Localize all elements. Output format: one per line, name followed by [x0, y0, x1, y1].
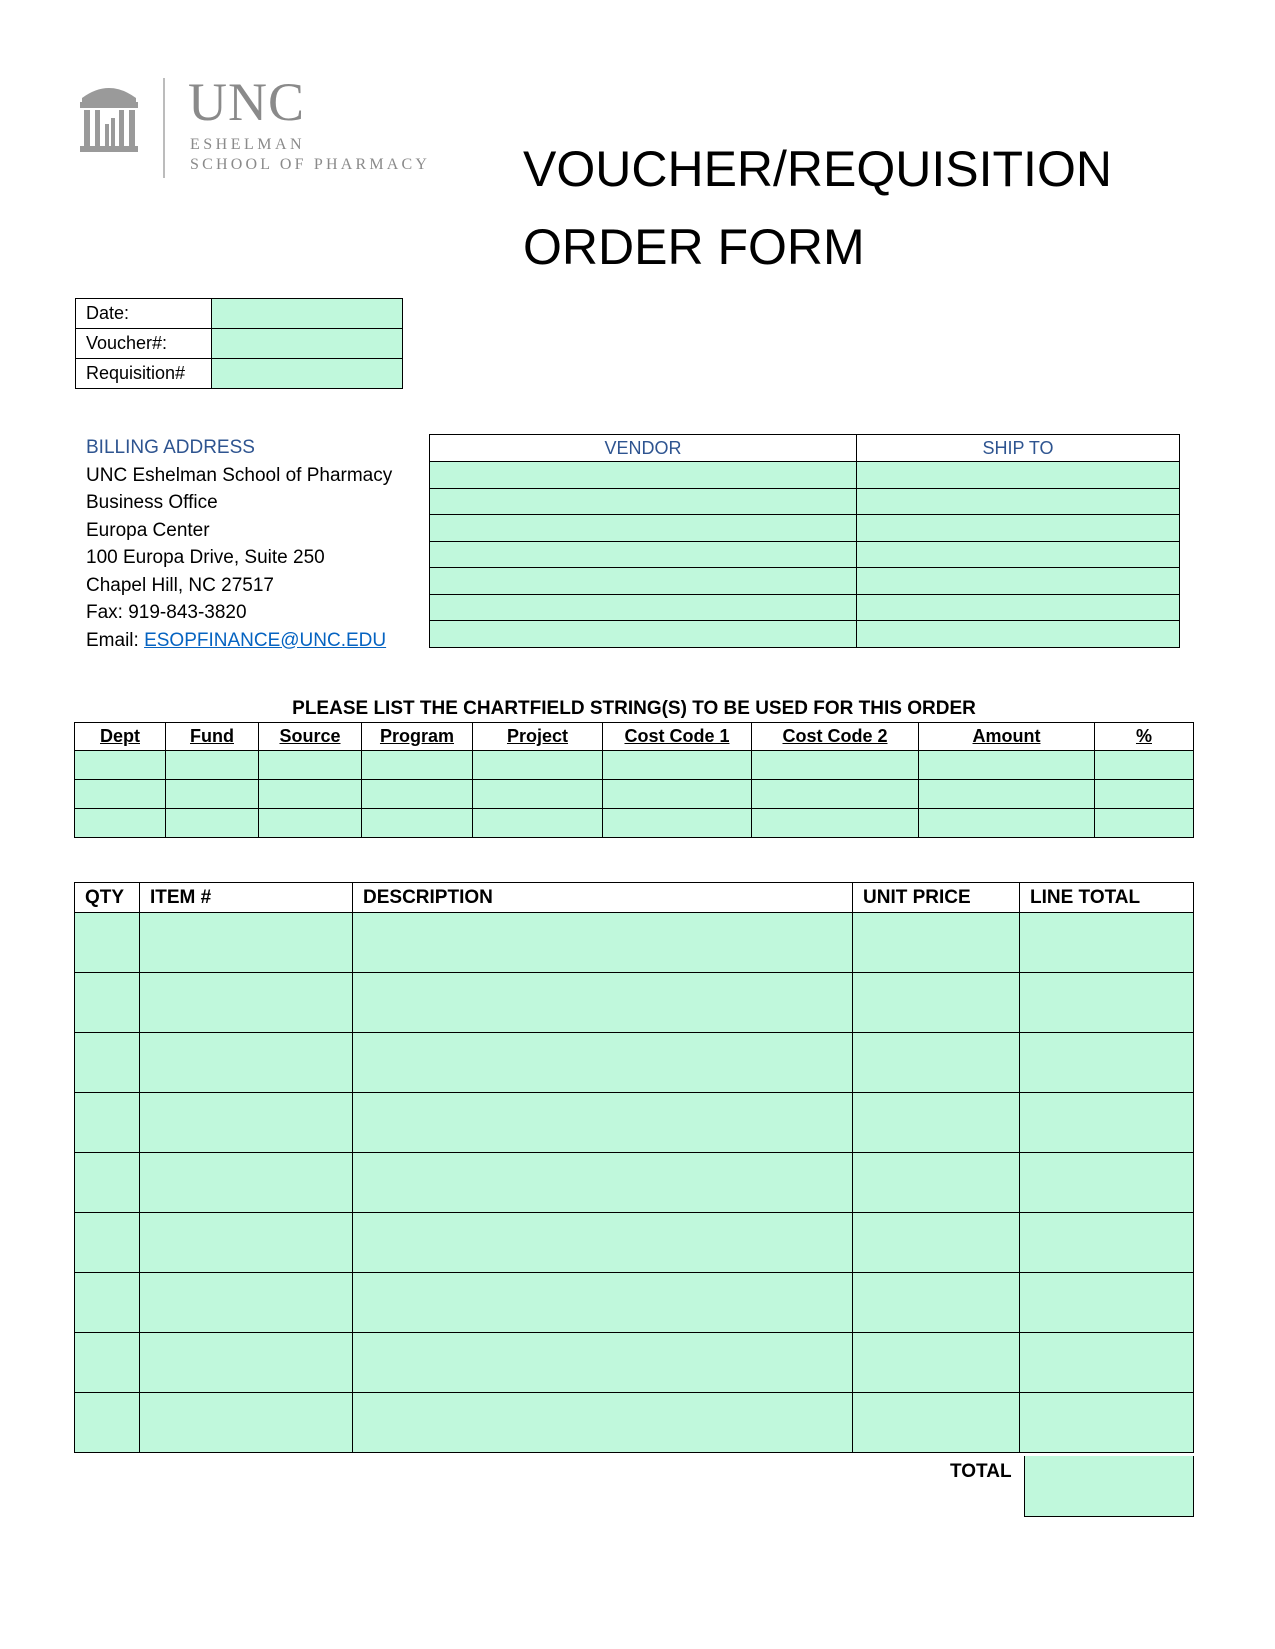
col-item-number: ITEM #	[140, 883, 353, 913]
col-project: Project	[473, 723, 603, 751]
col-description: DESCRIPTION	[353, 883, 853, 913]
vendor-row-cell[interactable]	[430, 568, 857, 595]
col-fund: Fund	[166, 723, 259, 751]
item-row-cell[interactable]	[853, 1153, 1020, 1213]
total-field[interactable]	[1024, 1456, 1194, 1517]
item-row-cell[interactable]	[75, 973, 140, 1033]
item-row	[75, 1273, 1194, 1333]
chartfield-row-cell[interactable]	[752, 780, 919, 809]
vendor-body	[430, 462, 1180, 648]
vendor-row	[430, 594, 1180, 621]
item-row-cell[interactable]	[853, 913, 1020, 973]
item-row-cell[interactable]	[853, 1333, 1020, 1393]
item-row-cell[interactable]	[1020, 1033, 1194, 1093]
chartfield-row-cell[interactable]	[752, 751, 919, 780]
vendor-row-cell[interactable]	[857, 462, 1180, 489]
item-row-cell[interactable]	[353, 1273, 853, 1333]
info-row-voucher	[76, 329, 403, 359]
chartfield-body	[75, 751, 1194, 838]
item-row-cell[interactable]	[140, 1393, 353, 1453]
chartfield-row-cell[interactable]	[259, 809, 362, 838]
vendor-row	[430, 462, 1180, 489]
billing-address	[86, 434, 392, 654]
item-row-cell[interactable]	[75, 1393, 140, 1453]
item-row-cell[interactable]	[1020, 1213, 1194, 1273]
item-row-cell[interactable]	[353, 1393, 853, 1453]
billing-heading: BILLING ADDRESS	[86, 437, 255, 458]
item-row-cell[interactable]	[353, 973, 853, 1033]
chartfield-row	[75, 780, 1194, 809]
chartfield-row-cell[interactable]	[259, 780, 362, 809]
chartfield-row	[75, 809, 1194, 838]
billing-line: 100 Europa Drive, Suite 250	[86, 547, 325, 568]
item-row-cell[interactable]	[1020, 1273, 1194, 1333]
col-program: Program	[362, 723, 473, 751]
col-percent: %	[1095, 723, 1194, 751]
logo-divider	[163, 78, 165, 178]
items-body	[75, 913, 1194, 1453]
requisition-label: Requisition#	[76, 359, 212, 389]
vendor-row-cell[interactable]	[857, 594, 1180, 621]
vendor-row-cell[interactable]	[430, 621, 857, 648]
item-row-cell[interactable]	[853, 1093, 1020, 1153]
shipto-header: SHIP TO	[857, 435, 1180, 462]
chartfield-row-cell[interactable]	[473, 751, 603, 780]
page-title	[523, 130, 1112, 286]
items-table	[74, 882, 1194, 1453]
chartfield-row-cell[interactable]	[166, 780, 259, 809]
info-row-requisition	[76, 359, 403, 389]
col-source: Source	[259, 723, 362, 751]
item-row-cell[interactable]	[1020, 973, 1194, 1033]
chartfield-row-cell[interactable]	[603, 809, 752, 838]
billing-line: UNC Eshelman School of Pharmacy	[86, 464, 393, 486]
item-row-cell[interactable]	[853, 1213, 1020, 1273]
vendor-row	[430, 568, 1180, 595]
item-row	[75, 913, 1194, 973]
item-row-cell[interactable]	[1020, 1093, 1194, 1153]
chartfield-row	[75, 751, 1194, 780]
chartfield-row-cell[interactable]	[473, 780, 603, 809]
item-row	[75, 1213, 1194, 1273]
chartfield-row-cell[interactable]	[259, 751, 362, 780]
item-row-cell[interactable]	[353, 913, 853, 973]
info-row-date	[76, 299, 403, 329]
item-row-cell[interactable]	[140, 1153, 353, 1213]
chartfield-row-cell[interactable]	[75, 809, 166, 838]
billing-line: Chapel Hill, NC 27517	[86, 574, 274, 596]
date-label: Date:	[76, 299, 212, 329]
item-row-cell[interactable]	[1020, 1333, 1194, 1393]
billing-line: Europa Center	[86, 519, 210, 541]
item-row-cell[interactable]	[140, 1033, 353, 1093]
chartfield-row-cell[interactable]	[919, 780, 1095, 809]
old-well-icon	[78, 80, 140, 156]
item-row-cell[interactable]	[353, 1093, 853, 1153]
vendor-row-cell[interactable]	[857, 488, 1180, 515]
col-qty: QTY	[75, 883, 140, 913]
school-logo	[78, 74, 478, 184]
item-row-cell[interactable]	[140, 1213, 353, 1273]
chartfield-table	[74, 722, 1194, 838]
chartfield-heading: PLEASE LIST THE CHARTFIELD STRING(S) TO BE USED FOR THIS ORDER	[292, 698, 976, 719]
vendor-row	[430, 621, 1180, 648]
col-unit-price: UNIT PRICE	[853, 883, 1020, 913]
item-row-cell[interactable]	[140, 913, 353, 973]
vendor-row-cell[interactable]	[430, 515, 857, 542]
item-row	[75, 1033, 1194, 1093]
item-row-cell[interactable]	[75, 1033, 140, 1093]
item-row	[75, 1393, 1194, 1453]
items-header-row	[75, 883, 1194, 913]
voucher-field[interactable]	[212, 329, 403, 359]
vendor-row-cell[interactable]	[857, 621, 1180, 648]
item-row-cell[interactable]	[353, 1333, 853, 1393]
billing-line: Fax: 919-843-3820	[86, 602, 247, 623]
item-row-cell[interactable]	[853, 1033, 1020, 1093]
chartfield-row-cell[interactable]	[919, 751, 1095, 780]
chartfield-row-cell[interactable]	[166, 809, 259, 838]
item-row-cell[interactable]	[140, 973, 353, 1033]
logo-wordmark: UNC	[188, 72, 306, 132]
item-row	[75, 1093, 1194, 1153]
chartfield-row-cell[interactable]	[1095, 780, 1194, 809]
vendor-row-cell[interactable]	[857, 541, 1180, 568]
title-line-1: VOUCHER/REQUISITION	[523, 141, 1112, 197]
date-field[interactable]	[212, 299, 403, 329]
col-amount: Amount	[919, 723, 1095, 751]
item-row-cell[interactable]	[75, 1153, 140, 1213]
item-row-cell[interactable]	[140, 1093, 353, 1153]
item-row	[75, 973, 1194, 1033]
item-row-cell[interactable]	[853, 1273, 1020, 1333]
chartfield-row-cell[interactable]	[752, 809, 919, 838]
chartfield-row-cell[interactable]	[75, 780, 166, 809]
item-row-cell[interactable]	[75, 1273, 140, 1333]
email-label: Email:	[86, 629, 145, 651]
title-line-2: ORDER FORM	[523, 219, 865, 275]
vendor-row	[430, 541, 1180, 568]
item-row-cell[interactable]	[353, 1033, 853, 1093]
chartfield-row-cell[interactable]	[603, 780, 752, 809]
logo-subtitle-1: ESHELMAN	[190, 136, 306, 153]
chartfield-row-cell[interactable]	[362, 780, 473, 809]
item-row-cell[interactable]	[353, 1213, 853, 1273]
chartfield-row-cell[interactable]	[362, 751, 473, 780]
vendor-row-cell[interactable]	[430, 462, 857, 489]
chartfield-row-cell[interactable]	[1095, 751, 1194, 780]
vendor-shipto-table	[429, 434, 1180, 648]
vendor-header: VENDOR	[430, 435, 857, 462]
billing-line: Business Office	[86, 492, 218, 513]
vendor-row-cell[interactable]	[857, 515, 1180, 542]
item-row	[75, 1333, 1194, 1393]
item-row-cell[interactable]	[75, 1093, 140, 1153]
item-row-cell[interactable]	[1020, 1153, 1194, 1213]
chartfield-row-cell[interactable]	[166, 751, 259, 780]
email-link[interactable]: ESOPFINANCE@UNC.EDU	[144, 629, 387, 651]
item-row-cell[interactable]	[140, 1333, 353, 1393]
item-row-cell[interactable]	[75, 913, 140, 973]
chartfield-row-cell[interactable]	[1095, 809, 1194, 838]
chartfield-row-cell[interactable]	[919, 809, 1095, 838]
voucher-label: Voucher#:	[76, 329, 212, 359]
item-row	[75, 1153, 1194, 1213]
chartfield-row-cell[interactable]	[75, 751, 166, 780]
vendor-row-cell[interactable]	[857, 568, 1180, 595]
col-cost-code-2: Cost Code 2	[752, 723, 919, 751]
vendor-row-cell[interactable]	[430, 488, 857, 515]
chartfield-row-cell[interactable]	[473, 809, 603, 838]
item-row-cell[interactable]	[853, 1393, 1020, 1453]
col-dept: Dept	[75, 723, 166, 751]
item-row-cell[interactable]	[853, 973, 1020, 1033]
item-row-cell[interactable]	[1020, 913, 1194, 973]
item-row-cell[interactable]	[1020, 1393, 1194, 1453]
vendor-row-cell[interactable]	[430, 594, 857, 621]
chartfield-row-cell[interactable]	[362, 809, 473, 838]
requisition-field[interactable]	[212, 359, 403, 389]
logo-subtitle-2: SCHOOL OF PHARMACY	[190, 156, 431, 173]
item-row-cell[interactable]	[75, 1213, 140, 1273]
billing-email-line	[86, 627, 392, 655]
vendor-header-row	[430, 435, 1180, 462]
vendor-row	[430, 515, 1180, 542]
total-label: TOTAL	[950, 1461, 1012, 1482]
info-table	[75, 298, 403, 389]
col-cost-code-1: Cost Code 1	[603, 723, 752, 751]
vendor-row-cell[interactable]	[430, 541, 857, 568]
item-row-cell[interactable]	[75, 1333, 140, 1393]
chartfield-row-cell[interactable]	[603, 751, 752, 780]
item-row-cell[interactable]	[140, 1273, 353, 1333]
item-row-cell[interactable]	[353, 1153, 853, 1213]
chartfield-header-row	[75, 723, 1194, 751]
vendor-row	[430, 488, 1180, 515]
col-line-total: LINE TOTAL	[1020, 883, 1194, 913]
